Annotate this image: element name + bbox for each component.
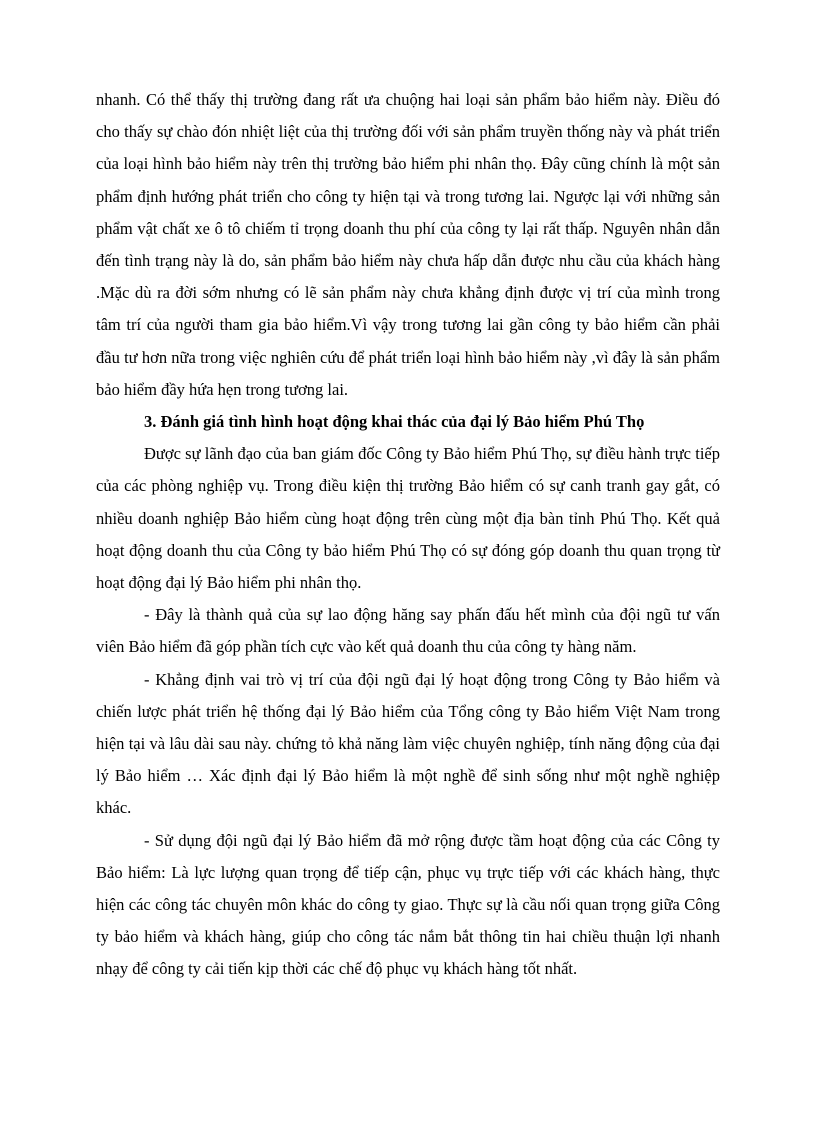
section-heading: 3. Đánh giá tình hình hoạt động khai thác của đại lý Bảo hiểm Phú Thọ <box>144 412 645 432</box>
paragraph-bullet-1: - Đây là thành quả của sự lao động hăng say phấn đấu hết mình của đội ngũ tư vấn viên Bảo hiểm đã góp phần tích cực vào kết quả doanh thu của công ty hàng năm. <box>96 605 720 657</box>
paragraph-bullet-3: - Sử dụng đội ngũ đại lý Bảo hiểm đã mở rộng được tầm hoạt động của các Công ty Bảo hiểm: Là lực lượng quan trọng để tiếp cận, phục vụ trực tiếp với các khách hàng, thực hiện các công tác chuyên môn khác do công ty giao. Thực sự là cầu nối quan trọng giữa Công ty bảo hiểm và khách hàng, giúp cho công tác nắm bắt thông tin hai chiều thuận lợi nhanh nhạy để công ty cải tiến kịp thời các chế độ phục vụ khách hàng tốt nhất. <box>96 830 720 979</box>
paragraph-bullet-2: - Khẳng định vai trò vị trí của đội ngũ đại lý hoạt động trong Công ty Bảo hiểm và chiến lược phát triển hệ thống đại lý Bảo hiểm của Tổng công ty Bảo hiểm Việt Nam trong hiện tại và lâu dài sau này. chứng tỏ khả năng làm việc chuyên nghiệp, tính năng động của đại lý Bảo hiểm … Xác định đại lý Bảo hiểm là một nghề để sinh sống như một nghề nghiệp khác. <box>96 669 720 818</box>
document-page <box>96 84 720 986</box>
paragraph-continuation: nhanh. Có thể thấy thị trường đang rất ưa chuộng hai loại sản phẩm bảo hiểm này. Điều đó cho thấy sự chào đón nhiệt liệt của thị trường đối với sản phẩm truyền thống này và phát triển của loại hình bảo hiểm này trên thị trường bảo hiểm phi nhân thọ. Đây cũng chính là một sản phẩm định hướng phát triển cho công ty hiện tại và trong tương lai. Ngược lại với những sản phẩm vật chất xe ô tô chiếm tỉ trọng doanh thu phí của công ty lại rất thấp. Nguyên nhân dẫn đến tình trạng này là do, sản phẩm bảo hiểm này chưa hấp dẫn được nhu cầu của khách hàng .Mặc dù ra đời sớm nhưng có lẽ sản phẩm này chưa khẳng định được vị trí của mình trong tâm trí của người tham gia bảo hiểm.Vì vậy trong tương lai gần công ty bảo hiểm cần phải đầu tư hơn nữa trong việc nghiên cứu để phát triển loại hình bảo hiểm này ,vì đây là sản phẩm bảo hiểm đầy hứa hẹn trong tương lai. <box>96 90 720 399</box>
paragraph-intro: Được sự lãnh đạo của ban giám đốc Công ty Bảo hiểm Phú Thọ, sự điều hành trực tiếp của các phòng nghiệp vụ. Trong điều kiện thị trường Bảo hiểm có sự canh tranh gay gắt, có nhiều doanh nghiệp Bảo hiểm cùng hoạt động trên cùng một địa bàn tỉnh Phú Thọ. Kết quả hoạt động doanh thu của Công ty bảo hiểm Phú Thọ có sự đóng góp doanh thu quan trọng từ hoạt động đại lý Bảo hiểm phi nhân thọ. <box>96 444 720 593</box>
